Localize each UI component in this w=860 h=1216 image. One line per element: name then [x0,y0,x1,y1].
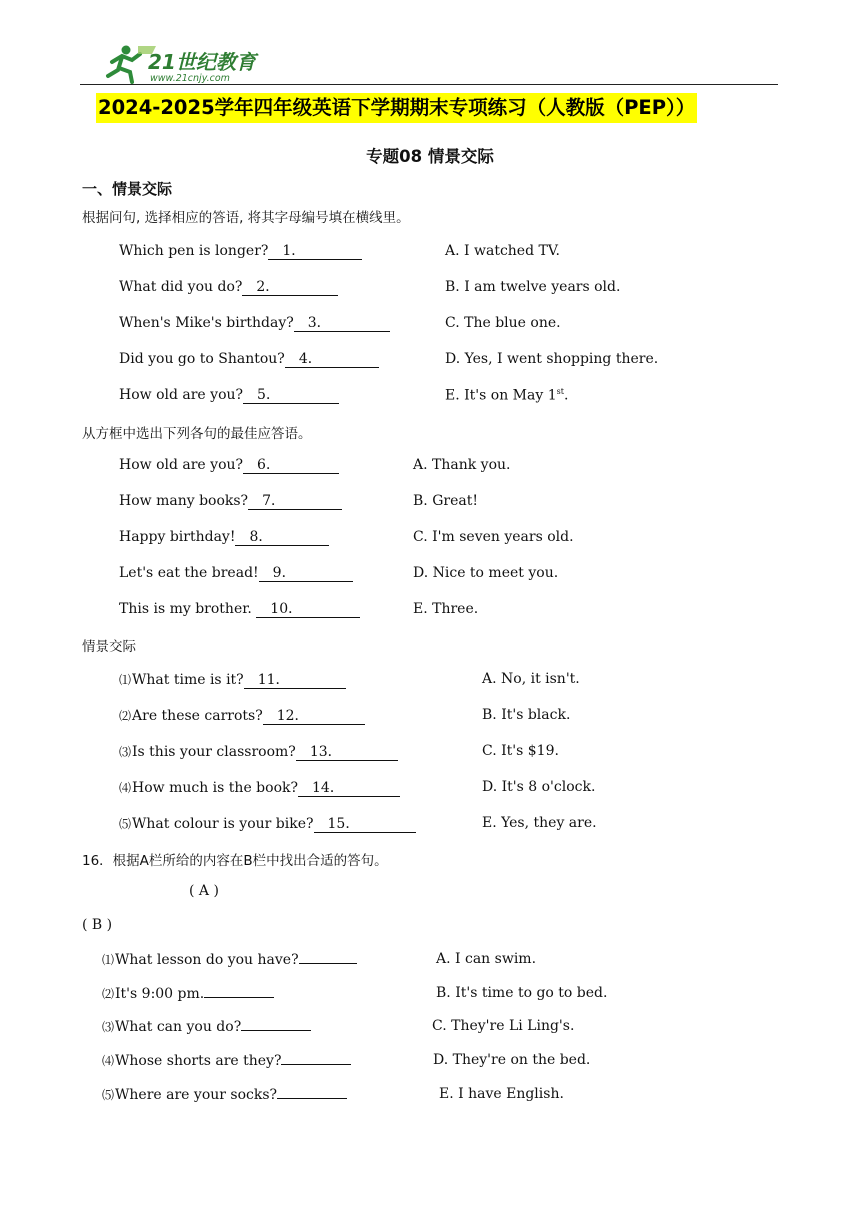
question-text: What lesson do you have? [115,952,299,968]
option-text: E. It's on May 1 [445,387,557,404]
question-text: What can you do? [115,1019,242,1035]
answer-blank-4[interactable]: 4． [285,352,379,368]
site-logo [102,42,272,84]
answer-blank-a1[interactable] [299,963,357,964]
part2-question-8 [119,529,329,546]
part4-instruction: 16．根据A栏所给的内容在B栏中找出合适的答句。 [82,853,388,869]
ordinal-suffix: st [556,387,564,396]
answer-blank-2[interactable]: 2． [242,280,338,296]
part3-question-11 [119,671,346,689]
item-number: ⑷ [102,1054,115,1068]
section-heading: 一、情景交际 [82,180,173,198]
part1-question-5 [119,387,339,404]
question-text: Is this your classroom? [132,744,296,760]
part3-question-14 [119,779,400,797]
answer-blank-8[interactable]: 8． [235,530,329,546]
answer-blank-6[interactable]: 6． [243,458,339,474]
option-end: . [563,387,569,404]
part1-instruction: 根据问句, 选择相应的答语, 将其字母编号填在横线里。 [82,210,410,226]
header-divider [80,84,778,85]
answer-blank-a5[interactable] [277,1098,347,1099]
part4-question-2 [102,985,274,1002]
answer-blank-11[interactable]: 11． [244,673,346,689]
question-text: This is my brother. [119,601,257,617]
answer-blank-10[interactable]: 10． [256,602,360,618]
item-number: ⑵ [119,709,132,723]
part1-option-d: D. Yes, I went shopping there. [445,351,659,367]
item-number: ⑷ [119,781,132,795]
part3-question-15 [119,815,416,833]
part4-option-a: A. I can swim. [436,951,537,967]
part4-option-b: B. It's time to go to bed. [436,985,608,1001]
answer-blank-1[interactable]: 1． [268,244,362,260]
part4-question-4 [102,1052,351,1069]
item-number: ⑸ [102,1088,115,1102]
part1-option-e [445,387,568,404]
part3-option-b: B. It's black. [482,707,571,723]
question-text: When's Mike's birthday? [119,315,294,331]
topic-title: 专题08 情景交际 [366,147,494,166]
part2-option-c: C. I'm seven years old. [413,529,574,545]
logo-url: www.21cnjy.com [150,73,230,84]
part3-question-12 [119,707,365,725]
answer-blank-a3[interactable] [241,1030,311,1031]
answer-blank-13[interactable]: 13． [296,745,398,761]
question-text: Let's eat the bread! [119,565,259,581]
part4-option-e: E. I have English. [439,1086,564,1102]
answer-blank-a2[interactable] [204,997,274,998]
part4-option-c: C. They're Li Ling's. [432,1018,575,1034]
part4-question-5 [102,1086,347,1103]
answer-blank-a4[interactable] [281,1064,351,1065]
part2-option-b: B. Great! [413,493,478,509]
part3-instruction: 情景交际 [82,639,136,655]
part2-option-e: E. Three. [413,601,479,617]
question-text: Did you go to Shantou? [119,351,285,367]
question-text: Whose shorts are they? [115,1053,282,1069]
column-b-label: ( B ) [82,917,113,933]
question-text: What did you do? [119,279,243,295]
question-text: How much is the book? [132,780,298,796]
question-text: How old are you? [119,387,244,403]
part1-option-c: C. The blue one. [445,315,561,331]
item-number: ⑵ [102,987,115,1001]
part1-question-1 [119,243,362,260]
answer-blank-15[interactable]: 15． [314,817,416,833]
answer-blank-12[interactable]: 12． [263,709,365,725]
question-text: Which pen is longer? [119,243,269,259]
part2-question-10 [119,601,360,618]
item-number: ⑸ [119,817,132,831]
part3-option-e: E. Yes, they are. [482,815,597,831]
part3-option-c: C. It's $19. [482,743,559,759]
part1-question-2 [119,279,338,296]
question-text: How many books? [119,493,249,509]
part2-option-d: D. Nice to meet you. [413,565,559,581]
question-text: How old are you? [119,457,244,473]
question-text: What colour is your bike? [132,816,314,832]
item-number: ⑶ [102,1020,115,1034]
item-number: ⑴ [102,953,115,967]
answer-blank-7[interactable]: 7． [248,494,342,510]
part2-question-9 [119,565,353,582]
part1-question-3 [119,315,390,332]
question-text: Are these carrots? [132,708,263,724]
part3-question-13 [119,743,398,761]
item-number: ⑶ [119,745,132,759]
part1-option-a: A. I watched TV. [445,243,560,259]
part3-option-a: A. No, it isn't. [482,671,580,687]
answer-blank-3[interactable]: 3． [294,316,390,332]
part2-question-7 [119,493,342,510]
part2-option-a: A. Thank you. [413,457,511,473]
column-a-label: ( A ) [189,883,219,899]
answer-blank-5[interactable]: 5． [243,388,339,404]
part4-question-1 [102,951,357,968]
answer-blank-14[interactable]: 14． [298,781,400,797]
worksheet-banner-title: 2024-2025学年四年级英语下学期期末专项练习（人教版（PEP）） [96,93,697,123]
question-text: It's 9:00 pm. [115,986,205,1002]
part1-option-b: B. I am twelve years old. [445,279,621,295]
part2-instruction: 从方框中选出下列各句的最佳应答语。 [82,426,312,442]
question-text: What time is it? [132,672,244,688]
logo-text: 21世纪教育 [148,50,256,74]
item-number: ⑴ [119,673,132,687]
part1-question-4 [119,351,379,368]
question-text: Happy birthday! [119,529,236,545]
part4-option-d: D. They're on the bed. [433,1052,591,1068]
part4-question-3 [102,1018,311,1035]
part2-question-6 [119,457,339,474]
part3-option-d: D. It's 8 o'clock. [482,779,596,795]
answer-blank-9[interactable]: 9． [259,566,353,582]
question-text: Where are your socks? [115,1087,278,1103]
